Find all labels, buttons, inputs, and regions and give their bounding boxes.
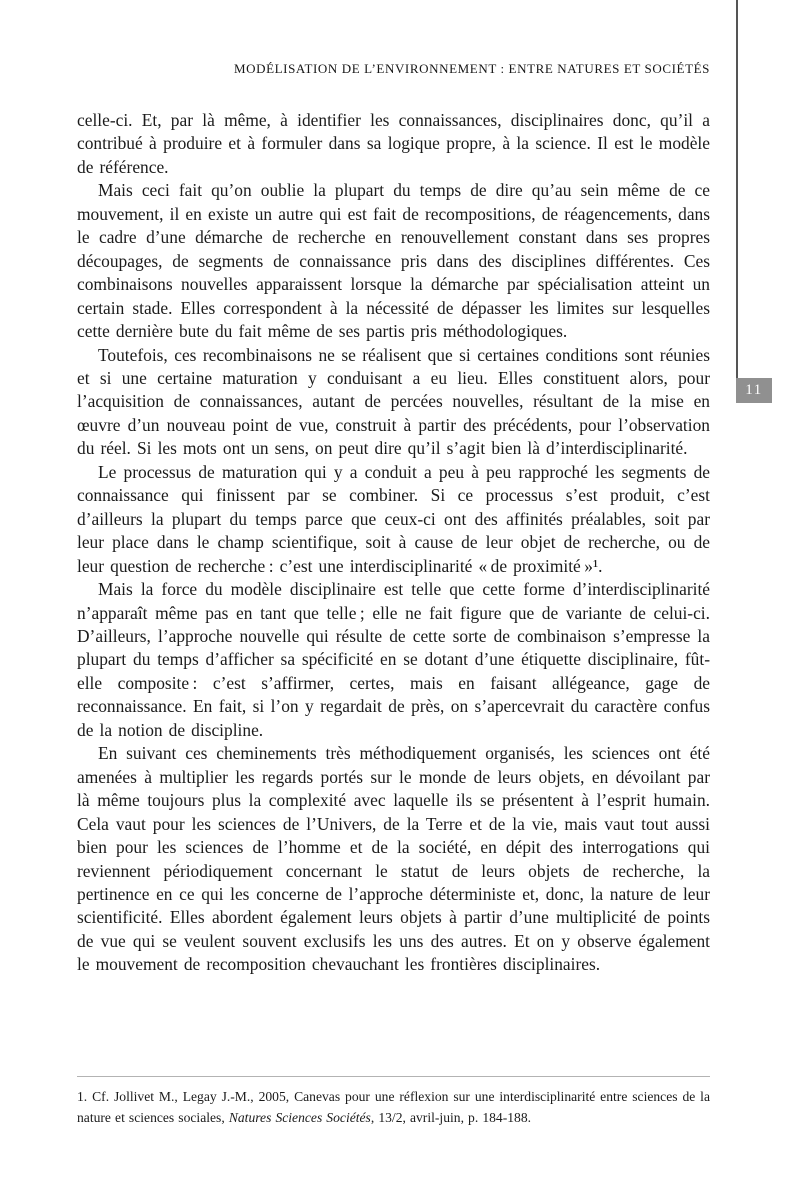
footnote-text-post: , 13/2, avril-juin, p. 184-188.	[370, 1110, 532, 1125]
body-paragraph: En suivant ces cheminements très méthodiquement organisés, les sciences ont été amenées à multiplier les regards portés sur le monde de leurs objets, en dévoilant par là même toujours plus la complexité avec laquelle ils se présentent à l’esprit humain. Cela vaut pour les sciences de l’Univers, de la Terre et de la vie, mais vaut tout aussi bien pour les sciences de l’homme et de la société, en dépit des interrogations qui reviennent périodiquement concernant le statut de leurs objets de recherche, la pertinence en ce qui les concerne de l’approche déterministe et, donc, la nature de leur scientificité. Elles abordent également leurs objets à partir d’une multiplicité de points de vue qui se veulent souvent exclusifs les uns des autres. Et on y observe également le mouvement de recomposition chevauchant les frontières disciplinaires.	[77, 743, 710, 975]
margin-rule	[736, 0, 738, 379]
body-paragraph: Le processus de maturation qui y a conduit a peu à peu rapproché les segments de connaissance qui finissent par se combiner. Si ce processus s’est produit, c’est d’ailleurs la plupart du temps parce que ceux-ci ont des affinités préalables, soit par leur place dans le champ scientifique, soit à cause de leur objet de recherche, ou de leur question de recherche : c’est une interdisciplinarité « de proximité »¹.	[77, 461, 710, 576]
running-header: MODÉLISATION DE L’ENVIRONNEMENT : ENTRE NATURES ET SOCIÉTÉS	[233, 61, 710, 76]
footnote	[77, 1086, 710, 1128]
body-paragraph: Toutefois, ces recombinaisons ne se réalisent que si certaines conditions sont réunies et si une certaine maturation y conduisant a eu lieu. Elles constituent alors, pour l’acquisition de connaissances, autant de percées nouvelles, résultant de la mise en œuvre d’un nouveau point de vue, construit à partir des précédents, pour l’observation du réel. Si les mots ont un sens, on peut dire qu’il s’agit bien là d’interdisciplinarité.	[77, 344, 710, 459]
body-paragraph: celle-ci. Et, par là même, à identifier les connaissances, disciplinaires donc, qu’il a contribué à produire et à formuler dans sa logique propre, à la science. Il est le modèle de référence.	[77, 110, 710, 177]
page-number-badge: 11	[736, 378, 772, 403]
footnote-divider	[77, 1076, 710, 1077]
body-paragraph: Mais la force du modèle disciplinaire est telle que cette forme d’interdisciplinarité n’apparaît même pas en tant que telle ; elle ne fait figure que de variante de celui-ci. D’ailleurs, l’approche nouvelle qui résulte de cette sorte de combinaison s’empresse la plupart du temps d’afficher sa spécificité en se dotant d’une étiquette disciplinaire, fût-elle composite : c’est s’affirmer, certes, mais en faisant allégeance, gage de reconnaissance. En fait, si l’on y regardait de près, on s’apercevrait du caractère confus de la notion de discipline.	[77, 579, 710, 740]
body-text-block	[77, 109, 710, 977]
body-paragraph: Mais ceci fait qu’on oublie la plupart du temps de dire qu’au sein même de ce mouvement, il en existe un autre qui est fait de recompositions, de réagencements, dans le cadre d’une démarche de recherche en renouvellement constant dans ses propres découpages, de segments de connaissance pris dans des disciplines différentes. Ces combinaisons nouvelles apparaissent lorsque la démarche par spécialisation atteint un certain stade. Elles correspondent à la nécessité de dépasser les limites sur lesquelles cette dernière bute du fait même de ses partis pris méthodologiques.	[77, 180, 710, 342]
footnote-journal-title: Natures Sciences Sociétés	[228, 1110, 371, 1125]
footnote-text-pre: 1. Cf. Jollivet M., Legay J.-M., 2005, Canevas pour une réflexion sur une interdisciplinarité entre sciences de la nature et sciences sociales,	[77, 1089, 710, 1125]
